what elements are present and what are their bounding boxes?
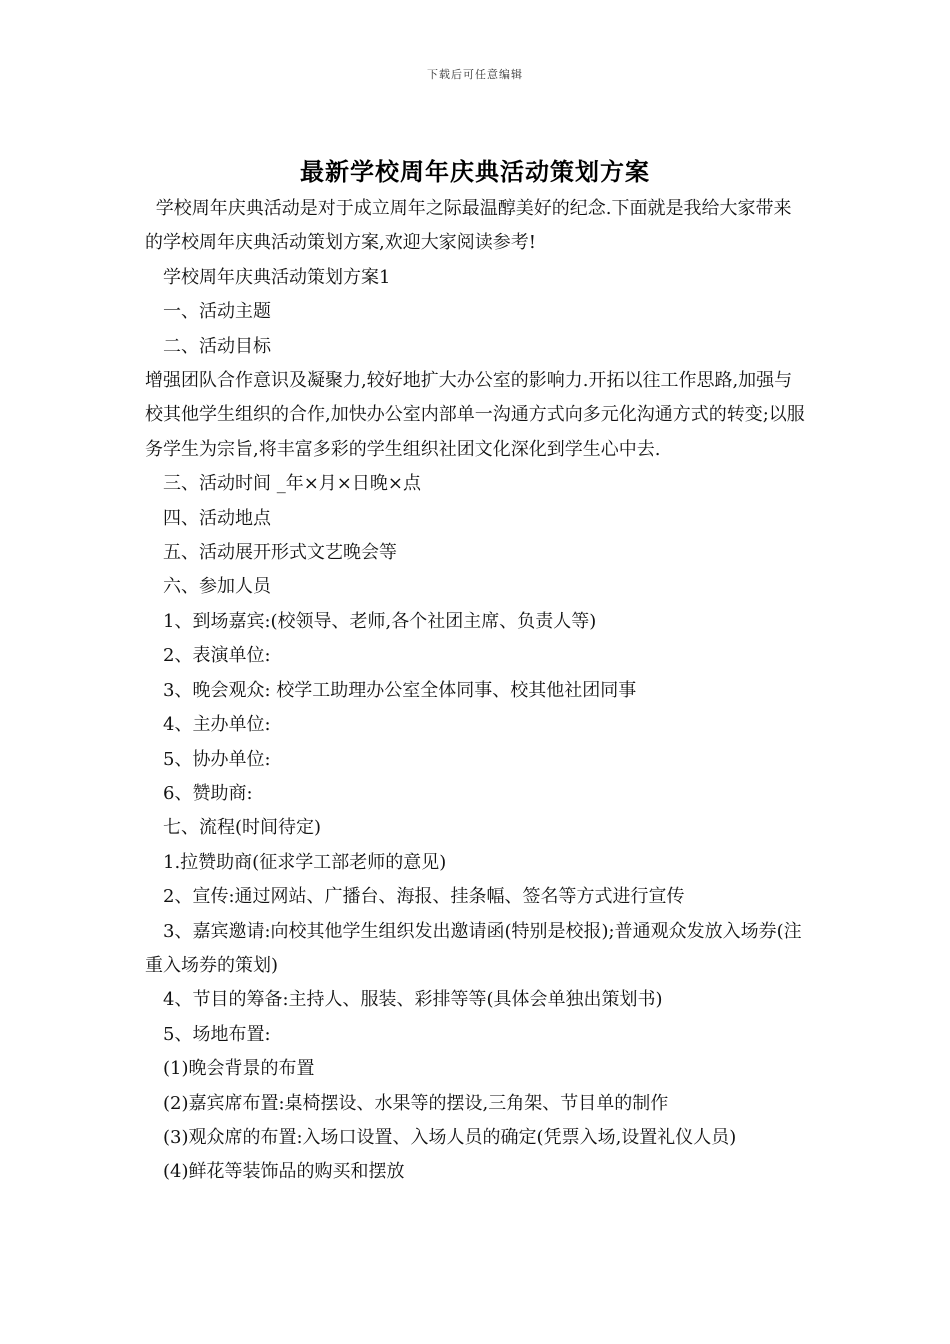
list-item: 2、宣传:通过网站、广播台、海报、挂条幅、签名等方式进行宣传	[163, 886, 685, 908]
document-title: 最新学校周年庆典活动策划方案	[300, 157, 650, 186]
list-item: 4、主办单位:	[163, 714, 271, 736]
section-heading-time: 三、活动时间 _年×月×日晚×点	[163, 473, 421, 495]
list-item: 5、协办单位:	[163, 748, 271, 770]
goal-paragraph: 增强团队合作意识及凝聚力,较好地扩大办公室的影响力.开拓以往工作思路,加强与校其他学生组织的合作,加快办公室内部单一沟通方式向多元化沟通方式的转变;以服务学生为宗旨,将丰富多彩的学生组织社团文化深化到学生心中去.	[145, 370, 805, 460]
list-item: 4、节目的筹备:主持人、服装、彩排等等(具体会单独出策划书)	[163, 989, 663, 1011]
section-heading-location: 四、活动地点	[163, 507, 271, 529]
plan-heading: 学校周年庆典活动策划方案1	[163, 266, 391, 288]
document-body	[145, 192, 809, 1190]
list-item: 3、晚会观众: 校学工助理办公室全体同事、校其他社团同事	[163, 679, 637, 701]
list-item: 1、到场嘉宾:(校领导、老师,各个社团主席、负责人等)	[163, 610, 597, 632]
sub-list-item: (3)观众席的布置:入场口设置、入场人员的确定(凭票入场,设置礼仪人员)	[163, 1126, 737, 1148]
list-item: 5、场地布置:	[163, 1023, 271, 1045]
section-heading-format: 五、活动展开形式文艺晚会等	[163, 542, 397, 564]
list-item: 3、嘉宾邀请:向校其他学生组织发出邀请函(特别是校报);普通观众发放入场券(注重入场券的策划)	[145, 920, 802, 976]
list-item: 2、表演单位:	[163, 645, 271, 667]
section-heading-process: 七、流程(时间待定)	[163, 817, 322, 839]
list-item: 1.拉赞助商(征求学工部老师的意见)	[163, 851, 447, 873]
sub-list-item: (4)鲜花等装饰品的购买和摆放	[163, 1161, 405, 1183]
intro-paragraph: 学校周年庆典活动是对于成立周年之际最温醇美好的纪念.下面就是我给大家带来的学校周年庆典活动策划方案,欢迎大家阅读参考!	[145, 198, 792, 254]
list-item: 6、赞助商:	[163, 782, 253, 804]
section-heading-theme: 一、活动主题	[163, 301, 271, 323]
sub-list-item: (1)晚会背景的布置	[163, 1058, 315, 1080]
sub-list-item: (2)嘉宾席布置:桌椅摆设、水果等的摆设,三角架、节目单的制作	[163, 1092, 669, 1114]
section-heading-participants: 六、参加人员	[163, 576, 271, 598]
page-header-note: 下载后可任意编辑	[427, 68, 523, 81]
section-heading-goal: 二、活动目标	[163, 335, 271, 357]
